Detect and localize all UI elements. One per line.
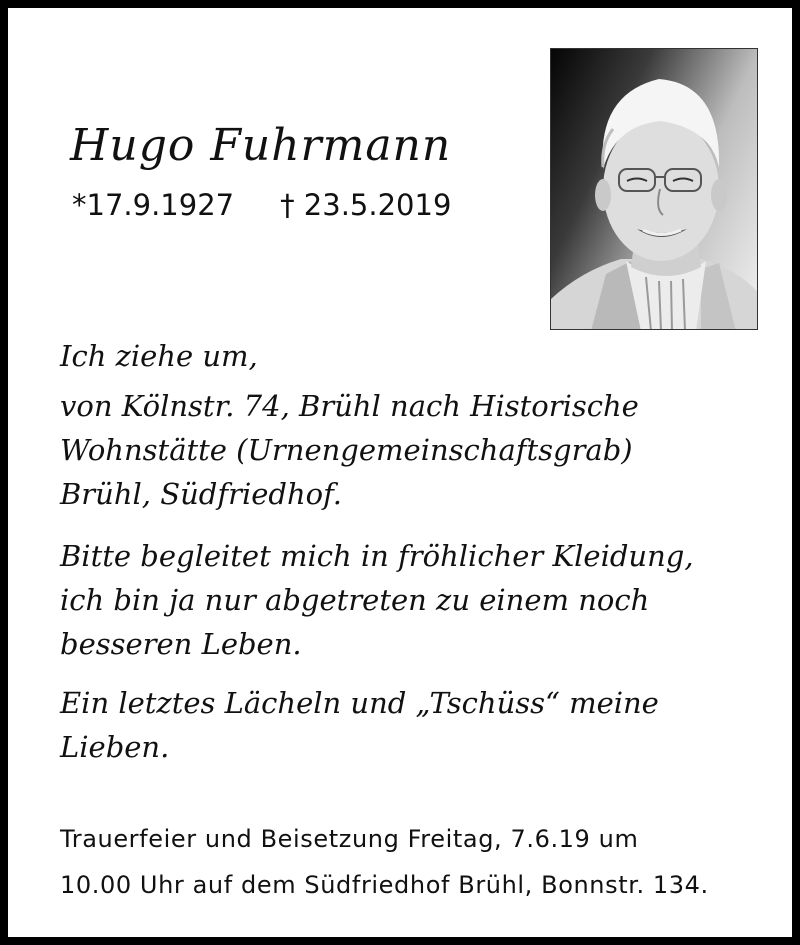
- message-line: ich bin ja nur abgetreten zu einem noch: [60, 583, 650, 617]
- message-paragraph-1: [60, 334, 258, 378]
- funeral-details-line: 10.00 Uhr auf dem Südfriedhof Brühl, Bonnstr. 134.: [60, 871, 709, 899]
- message-paragraph-3: [60, 534, 694, 666]
- message-line: Ein letztes Lächeln und „Tschüss“ meine: [60, 686, 659, 720]
- message-line: Brühl, Südfriedhof.: [60, 477, 342, 511]
- deceased-name: Hugo Fuhrmann: [70, 120, 452, 171]
- message-line: Bitte begleitet mich in fröhlicher Kleidung,: [60, 539, 694, 573]
- message-line: besseren Leben.: [60, 627, 302, 661]
- funeral-details: [60, 816, 709, 908]
- message-paragraph-2: [60, 384, 639, 516]
- portrait-illustration: [551, 49, 758, 330]
- message-paragraph-4: [60, 681, 659, 769]
- portrait-photo: [550, 48, 758, 330]
- message-line: Lieben.: [60, 730, 170, 764]
- funeral-details-line: Trauerfeier und Beisetzung Freitag, 7.6.19 um: [60, 825, 639, 853]
- death-date: † 23.5.2019: [280, 188, 452, 222]
- birth-date: *17.9.1927: [72, 188, 235, 222]
- message-line: Wohnstätte (Urnengemeinschaftsgrab): [60, 433, 633, 467]
- life-dates: [72, 188, 451, 222]
- message-line: von Kölnstr. 74, Brühl nach Historische: [60, 389, 639, 423]
- message-line: Ich ziehe um,: [60, 339, 258, 373]
